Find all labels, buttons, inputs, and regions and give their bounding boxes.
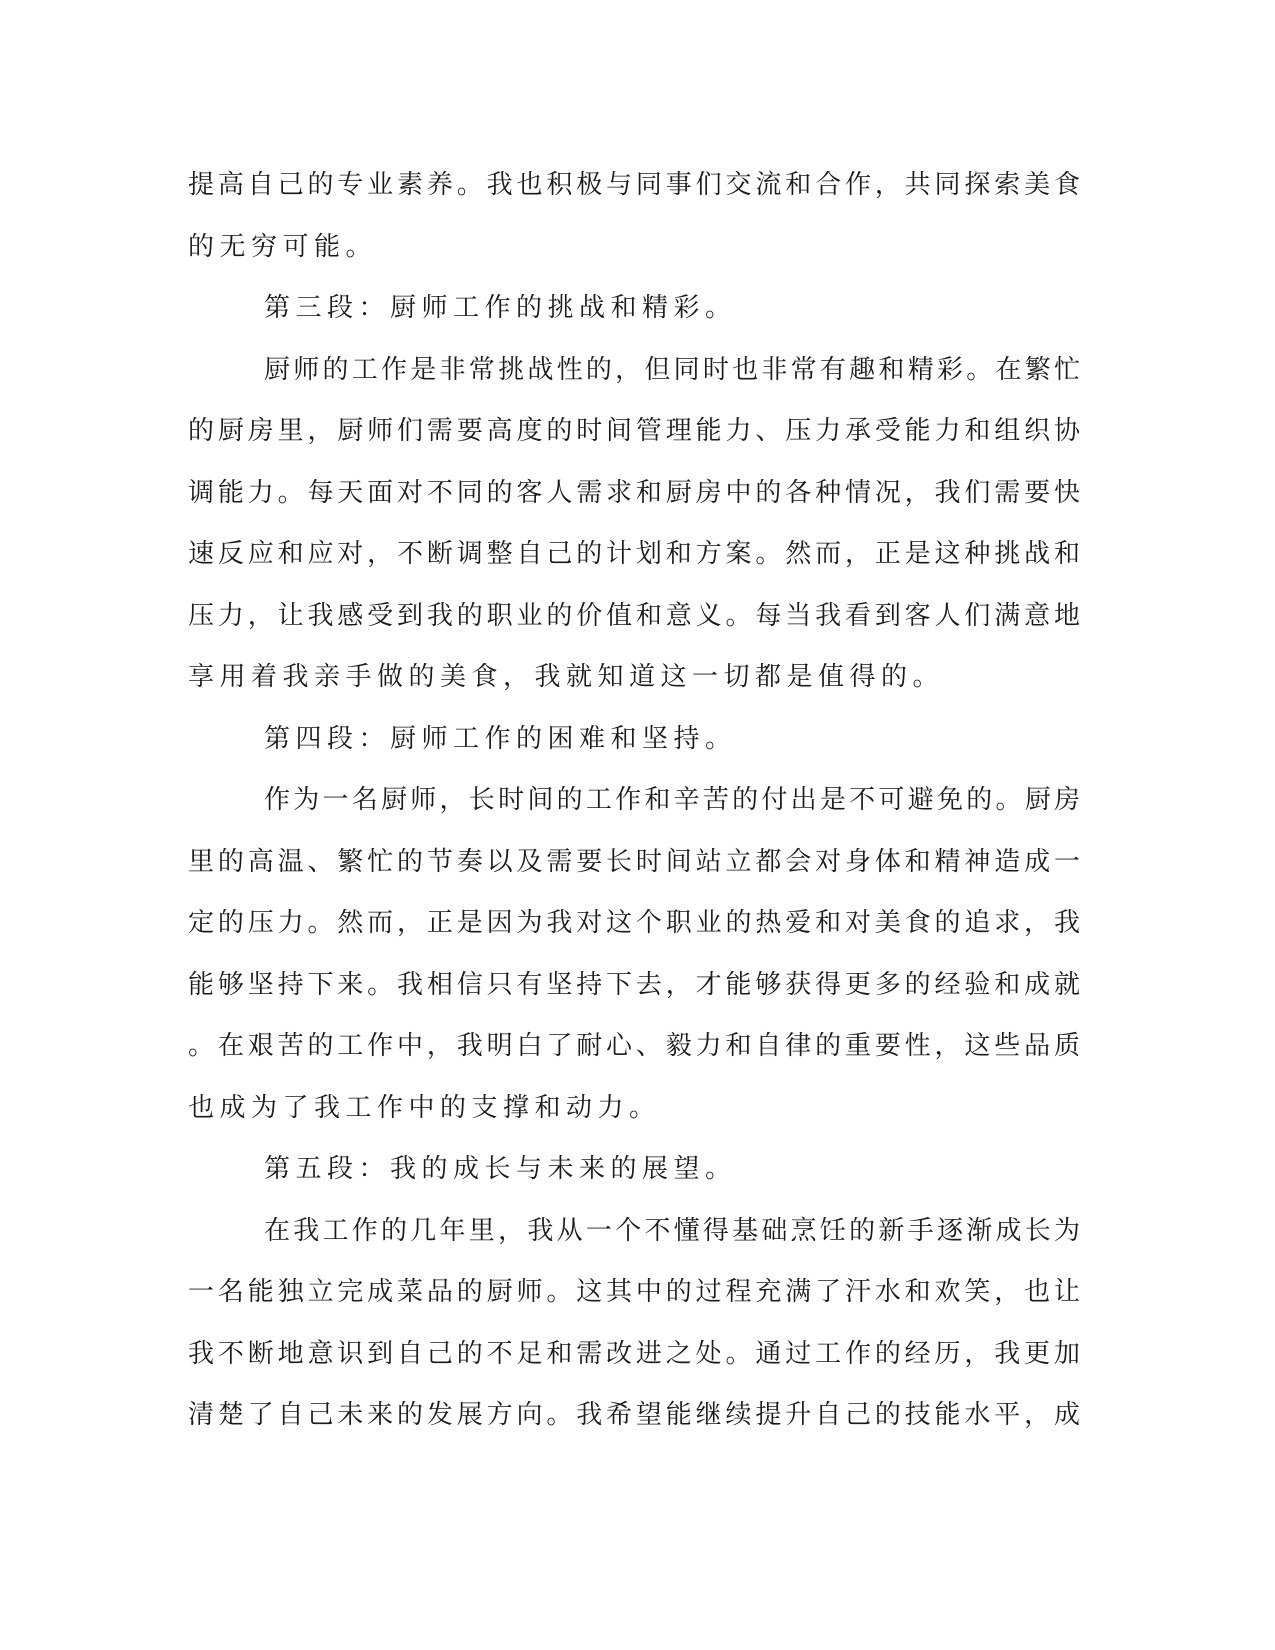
- paragraph-first-line: 第三段：厨师工作的挑战和精彩。: [264, 293, 737, 323]
- paragraph-first-line: 第四段：厨师工作的困难和坚持。: [264, 723, 737, 754]
- paragraph-line: 一名能独立完成菜品的厨师。这其中的过程充满了汗水和欢笑，也让: [188, 1277, 1080, 1307]
- paragraph-line: 里的高温、繁忙的节奏以及需要长时间站立都会对身体和精神造成一: [188, 846, 1080, 877]
- paragraph-line: 我不断地意识到自己的不足和需改进之处。通过工作的经历，我更加: [188, 1338, 1080, 1369]
- paragraph-first-line: 在我工作的几年里，我从一个不懂得基础烹饪的新手逐渐成长为: [264, 1215, 1080, 1246]
- paragraph-line: 的无穷可能。: [188, 231, 378, 262]
- paragraph-line: 享用着我亲手做的美食，我就知道这一切都是值得的。: [188, 662, 945, 692]
- paragraph-line: 也成为了我工作中的支撑和动力。: [188, 1092, 661, 1123]
- paragraph-line: 清楚了自己未来的发展方向。我希望能继续提升自己的技能水平，成: [188, 1400, 1080, 1430]
- paragraph-line: 。在艰苦的工作中，我明白了耐心、毅力和自律的重要性，这些品质: [188, 1031, 1080, 1061]
- paragraph-first-line: 作为一名厨师，长时间的工作和辛苦的付出是不可避免的。厨房: [264, 785, 1080, 815]
- paragraph-line: 提高自己的专业素养。我也积极与同事们交流和合作，共同探索美食: [188, 170, 1080, 200]
- paragraph-first-line: 厨师的工作是非常挑战性的，但同时也非常有趣和精彩。在繁忙: [264, 354, 1080, 385]
- body-text: [188, 155, 1080, 1447]
- paragraph-line: 压力，让我感受到我的职业的价值和意义。每当我看到客人们满意地: [188, 600, 1080, 631]
- paragraph-line: 定的压力。然而，正是因为我对这个职业的热爱和对美食的追求，我: [188, 908, 1080, 938]
- paragraph-line: 能够坚持下来。我相信只有坚持下去，才能够获得更多的经验和成就: [188, 969, 1080, 1000]
- paragraph-line: 调能力。每天面对不同的客人需求和厨房中的各种情况，我们需要快: [188, 477, 1080, 508]
- paragraph-line: 的厨房里，厨师们需要高度的时间管理能力、压力承受能力和组织协: [188, 416, 1080, 446]
- paragraph-line: 速反应和应对，不断调整自己的计划和方案。然而，正是这种挑战和: [188, 539, 1080, 569]
- paragraph-first-line: 第五段：我的成长与未来的展望。: [264, 1154, 737, 1184]
